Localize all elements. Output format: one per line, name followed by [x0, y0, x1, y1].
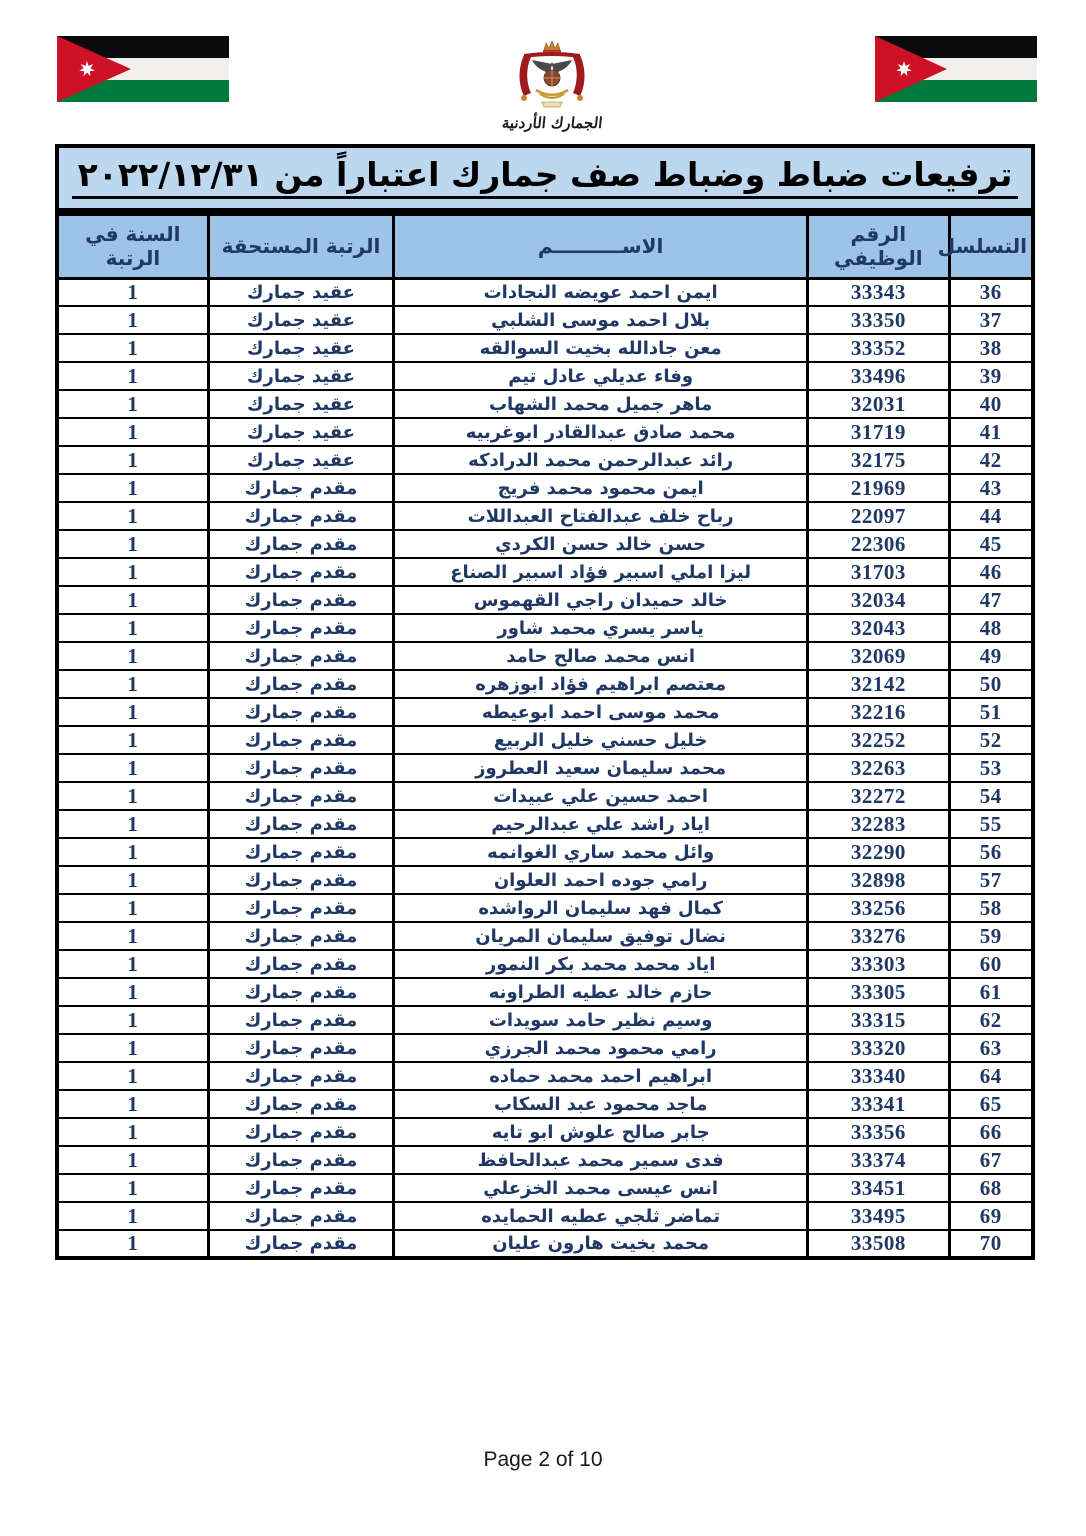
- rank-cell: مقدم جمارك: [208, 894, 393, 922]
- table-row: [57, 418, 1033, 446]
- employee-number-cell: 33496: [808, 362, 950, 390]
- serial-cell: 49: [949, 642, 1033, 670]
- rank-cell: مقدم جمارك: [208, 1146, 393, 1174]
- serial-cell: 38: [949, 334, 1033, 362]
- table-row: [57, 1174, 1033, 1202]
- year-in-rank-cell: 1: [57, 894, 208, 922]
- serial-cell: 63: [949, 1034, 1033, 1062]
- rank-cell: عقيد جمارك: [208, 334, 393, 362]
- year-in-rank-cell: 1: [57, 530, 208, 558]
- name-cell: خالد حميدان راجي القهموس: [394, 586, 808, 614]
- year-in-rank-cell: 1: [57, 1118, 208, 1146]
- jordan-flag-left-icon: [57, 36, 229, 102]
- year-in-rank-cell: 1: [57, 446, 208, 474]
- serial-cell: 68: [949, 1174, 1033, 1202]
- table-row: [57, 782, 1033, 810]
- name-cell: رامي جوده احمد العلوان: [394, 866, 808, 894]
- rank-cell: مقدم جمارك: [208, 530, 393, 558]
- employee-number-cell: 33305: [808, 978, 950, 1006]
- year-in-rank-cell: 1: [57, 1174, 208, 1202]
- table-row: [57, 586, 1033, 614]
- employee-number-cell: 33352: [808, 334, 950, 362]
- rank-cell: مقدم جمارك: [208, 586, 393, 614]
- serial-cell: 67: [949, 1146, 1033, 1174]
- page-number: Page 2 of 10: [483, 1448, 603, 1471]
- year-in-rank-cell: 1: [57, 978, 208, 1006]
- year-in-rank-cell: 1: [57, 950, 208, 978]
- table-row: [57, 530, 1033, 558]
- rank-cell: مقدم جمارك: [208, 1118, 393, 1146]
- name-cell: رباح خلف عبدالفتاح العبداللات: [394, 502, 808, 530]
- jordan-flag-right-icon: [875, 36, 1037, 102]
- column-header-rank: الرتبة المستحقة: [208, 214, 393, 278]
- name-cell: نضال توفيق سليمان المريان: [394, 922, 808, 950]
- employee-number-cell: 32216: [808, 698, 950, 726]
- table-row: [57, 810, 1033, 838]
- employee-number-cell: 32272: [808, 782, 950, 810]
- rank-cell: مقدم جمارك: [208, 726, 393, 754]
- employee-number-cell: 32283: [808, 810, 950, 838]
- employee-number-cell: 33374: [808, 1146, 950, 1174]
- year-in-rank-cell: 1: [57, 390, 208, 418]
- column-header-name: الاســــــــــم: [394, 214, 808, 278]
- year-in-rank-cell: 1: [57, 306, 208, 334]
- employee-number-cell: 31719: [808, 418, 950, 446]
- year-in-rank-cell: 1: [57, 810, 208, 838]
- name-cell: وفاء عديلي عادل تيم: [394, 362, 808, 390]
- table-row: [57, 474, 1033, 502]
- employee-number-cell: 33343: [808, 278, 950, 306]
- rank-cell: عقيد جمارك: [208, 362, 393, 390]
- name-cell: ماجد محمود عبد السكاب: [394, 1090, 808, 1118]
- table-row: [57, 278, 1033, 306]
- table-row: [57, 698, 1033, 726]
- serial-cell: 57: [949, 866, 1033, 894]
- name-cell: خليل حسني خليل الربيع: [394, 726, 808, 754]
- employee-number-cell: 32031: [808, 390, 950, 418]
- name-cell: ايمن محمود محمد فريج: [394, 474, 808, 502]
- year-in-rank-cell: 1: [57, 1062, 208, 1090]
- table-row: [57, 362, 1033, 390]
- name-cell: رامي محمود محمد الجرزي: [394, 1034, 808, 1062]
- table-row: [57, 838, 1033, 866]
- year-in-rank-cell: 1: [57, 670, 208, 698]
- name-cell: وائل محمد ساري الغوانمه: [394, 838, 808, 866]
- year-in-rank-cell: 1: [57, 362, 208, 390]
- serial-cell: 59: [949, 922, 1033, 950]
- rank-cell: مقدم جمارك: [208, 698, 393, 726]
- table-row: [57, 446, 1033, 474]
- year-in-rank-cell: 1: [57, 922, 208, 950]
- serial-cell: 65: [949, 1090, 1033, 1118]
- name-cell: محمد صادق عبدالقادر ابوغربيه: [394, 418, 808, 446]
- employee-number-cell: 33315: [808, 1006, 950, 1034]
- serial-cell: 66: [949, 1118, 1033, 1146]
- name-cell: جابر صالح علوش ابو تايه: [394, 1118, 808, 1146]
- table-row: [57, 334, 1033, 362]
- year-in-rank-cell: 1: [57, 334, 208, 362]
- table-row: [57, 1146, 1033, 1174]
- table-header-row: [57, 214, 1033, 278]
- name-cell: معن جادالله بخيت السوالقه: [394, 334, 808, 362]
- column-header-employee-number: الرقم الوظيفي: [808, 214, 950, 278]
- table-row: [57, 1062, 1033, 1090]
- employee-number-cell: 32069: [808, 642, 950, 670]
- name-cell: كمال فهد سليمان الرواشده: [394, 894, 808, 922]
- year-in-rank-cell: 1: [57, 614, 208, 642]
- year-in-rank-cell: 1: [57, 1146, 208, 1174]
- name-cell: احمد حسين علي عبيدات: [394, 782, 808, 810]
- table-row: [57, 754, 1033, 782]
- table-row: [57, 502, 1033, 530]
- name-cell: ليزا املي اسبير فؤاد اسبير الصناع: [394, 558, 808, 586]
- rank-cell: عقيد جمارك: [208, 306, 393, 334]
- rank-cell: مقدم جمارك: [208, 810, 393, 838]
- year-in-rank-cell: 1: [57, 1202, 208, 1230]
- serial-cell: 55: [949, 810, 1033, 838]
- name-cell: معتصم ابراهيم فؤاد ابوزهره: [394, 670, 808, 698]
- year-in-rank-cell: 1: [57, 1230, 208, 1258]
- rank-cell: مقدم جمارك: [208, 754, 393, 782]
- serial-cell: 48: [949, 614, 1033, 642]
- rank-cell: عقيد جمارك: [208, 278, 393, 306]
- employee-number-cell: 32175: [808, 446, 950, 474]
- rank-cell: مقدم جمارك: [208, 1062, 393, 1090]
- employee-number-cell: 32034: [808, 586, 950, 614]
- employee-number-cell: 32142: [808, 670, 950, 698]
- name-cell: فدى سمير محمد عبدالحافظ: [394, 1146, 808, 1174]
- serial-cell: 40: [949, 390, 1033, 418]
- employee-number-cell: 33356: [808, 1118, 950, 1146]
- table-row: [57, 950, 1033, 978]
- table-row: [57, 726, 1033, 754]
- rank-cell: مقدم جمارك: [208, 1006, 393, 1034]
- name-cell: اياد راشد علي عبدالرحيم: [394, 810, 808, 838]
- serial-cell: 36: [949, 278, 1033, 306]
- title-band: [55, 144, 1035, 212]
- rank-cell: مقدم جمارك: [208, 1090, 393, 1118]
- table-row: [57, 1090, 1033, 1118]
- year-in-rank-cell: 1: [57, 474, 208, 502]
- serial-cell: 44: [949, 502, 1033, 530]
- name-cell: حازم خالد عطيه الطراونه: [394, 978, 808, 1006]
- table-row: [57, 390, 1033, 418]
- employee-number-cell: 33256: [808, 894, 950, 922]
- name-cell: محمد بخيت هارون عليان: [394, 1230, 808, 1258]
- column-header-year-in-rank: السنة في الرتبة: [57, 214, 208, 278]
- employee-number-cell: 32898: [808, 866, 950, 894]
- serial-cell: 60: [949, 950, 1033, 978]
- table-row: [57, 1118, 1033, 1146]
- serial-cell: 53: [949, 754, 1033, 782]
- serial-cell: 69: [949, 1202, 1033, 1230]
- year-in-rank-cell: 1: [57, 754, 208, 782]
- serial-cell: 39: [949, 362, 1033, 390]
- table-row: [57, 1034, 1033, 1062]
- employee-number-cell: 32043: [808, 614, 950, 642]
- name-cell: حسن خالد حسن الكردي: [394, 530, 808, 558]
- serial-cell: 64: [949, 1062, 1033, 1090]
- jordan-coat-of-arms-icon: [500, 38, 604, 112]
- year-in-rank-cell: 1: [57, 866, 208, 894]
- employee-number-cell: 32290: [808, 838, 950, 866]
- rank-cell: مقدم جمارك: [208, 1230, 393, 1258]
- name-cell: ماهر جميل محمد الشهاب: [394, 390, 808, 418]
- name-cell: اياد محمد محمد بكر النمور: [394, 950, 808, 978]
- employee-number-cell: 22306: [808, 530, 950, 558]
- serial-cell: 50: [949, 670, 1033, 698]
- rank-cell: عقيد جمارك: [208, 446, 393, 474]
- serial-cell: 47: [949, 586, 1033, 614]
- year-in-rank-cell: 1: [57, 278, 208, 306]
- serial-cell: 42: [949, 446, 1033, 474]
- name-cell: وسيم نظير حامد سويدات: [394, 1006, 808, 1034]
- serial-cell: 54: [949, 782, 1033, 810]
- name-cell: انس محمد صالح حامد: [394, 642, 808, 670]
- serial-cell: 41: [949, 418, 1033, 446]
- year-in-rank-cell: 1: [57, 726, 208, 754]
- rank-cell: مقدم جمارك: [208, 642, 393, 670]
- serial-cell: 45: [949, 530, 1033, 558]
- name-cell: بلال احمد موسى الشلبي: [394, 306, 808, 334]
- employee-number-cell: 22097: [808, 502, 950, 530]
- table-row: [57, 1230, 1033, 1258]
- rank-cell: عقيد جمارك: [208, 390, 393, 418]
- rank-cell: مقدم جمارك: [208, 922, 393, 950]
- table-row: [57, 642, 1033, 670]
- name-cell: رائد عبدالرحمن محمد الدرادكه: [394, 446, 808, 474]
- emblem-block: [437, 38, 667, 132]
- serial-cell: 37: [949, 306, 1033, 334]
- employee-number-cell: 33320: [808, 1034, 950, 1062]
- rank-cell: مقدم جمارك: [208, 474, 393, 502]
- promotions-table: [55, 212, 1035, 1260]
- rank-cell: مقدم جمارك: [208, 1174, 393, 1202]
- masthead: [57, 36, 1037, 132]
- name-cell: تماضر ثلجي عطيه الحمايده: [394, 1202, 808, 1230]
- employee-number-cell: 33350: [808, 306, 950, 334]
- name-cell: محمد سليمان سعيد العطروز: [394, 754, 808, 782]
- rank-cell: عقيد جمارك: [208, 418, 393, 446]
- employee-number-cell: 33303: [808, 950, 950, 978]
- rank-cell: مقدم جمارك: [208, 838, 393, 866]
- rank-cell: مقدم جمارك: [208, 502, 393, 530]
- serial-cell: 58: [949, 894, 1033, 922]
- employee-number-cell: 33341: [808, 1090, 950, 1118]
- employee-number-cell: 21969: [808, 474, 950, 502]
- table-row: [57, 922, 1033, 950]
- table-row: [57, 670, 1033, 698]
- rank-cell: مقدم جمارك: [208, 1202, 393, 1230]
- year-in-rank-cell: 1: [57, 1034, 208, 1062]
- page-title: ترفيعات ضباط وضباط صف جمارك اعتباراً من ٢٠٢٢/١٢/٣١: [72, 157, 1019, 199]
- name-cell: ايمن احمد عويضه النجادات: [394, 278, 808, 306]
- employee-number-cell: 33495: [808, 1202, 950, 1230]
- employee-number-cell: 33508: [808, 1230, 950, 1258]
- employee-number-cell: 33276: [808, 922, 950, 950]
- table-row: [57, 978, 1033, 1006]
- year-in-rank-cell: 1: [57, 698, 208, 726]
- table-row: [57, 614, 1033, 642]
- table-row: [57, 306, 1033, 334]
- employee-number-cell: 33451: [808, 1174, 950, 1202]
- year-in-rank-cell: 1: [57, 418, 208, 446]
- year-in-rank-cell: 1: [57, 642, 208, 670]
- name-cell: ابراهيم احمد محمد حماده: [394, 1062, 808, 1090]
- table-row: [57, 1202, 1033, 1230]
- year-in-rank-cell: 1: [57, 1006, 208, 1034]
- rank-cell: مقدم جمارك: [208, 558, 393, 586]
- rank-cell: مقدم جمارك: [208, 1034, 393, 1062]
- table-row: [57, 558, 1033, 586]
- rank-cell: مقدم جمارك: [208, 866, 393, 894]
- rank-cell: مقدم جمارك: [208, 782, 393, 810]
- year-in-rank-cell: 1: [57, 558, 208, 586]
- rank-cell: مقدم جمارك: [208, 670, 393, 698]
- employee-number-cell: 33340: [808, 1062, 950, 1090]
- serial-cell: 62: [949, 1006, 1033, 1034]
- name-cell: ياسر يسري محمد شاور: [394, 614, 808, 642]
- year-in-rank-cell: 1: [57, 782, 208, 810]
- employee-number-cell: 32263: [808, 754, 950, 782]
- table-row: [57, 1006, 1033, 1034]
- rank-cell: مقدم جمارك: [208, 978, 393, 1006]
- table-row: [57, 894, 1033, 922]
- employee-number-cell: 31703: [808, 558, 950, 586]
- serial-cell: 61: [949, 978, 1033, 1006]
- year-in-rank-cell: 1: [57, 502, 208, 530]
- customs-calligraphy: الجمارك الأردنية: [500, 114, 604, 132]
- name-cell: محمد موسى احمد ابوعيطه: [394, 698, 808, 726]
- serial-cell: 56: [949, 838, 1033, 866]
- table-row: [57, 866, 1033, 894]
- name-cell: انس عيسى محمد الخزعلي: [394, 1174, 808, 1202]
- serial-cell: 70: [949, 1230, 1033, 1258]
- year-in-rank-cell: 1: [57, 838, 208, 866]
- rank-cell: مقدم جمارك: [208, 614, 393, 642]
- rank-cell: مقدم جمارك: [208, 950, 393, 978]
- serial-cell: 51: [949, 698, 1033, 726]
- employee-number-cell: 32252: [808, 726, 950, 754]
- serial-cell: 52: [949, 726, 1033, 754]
- year-in-rank-cell: 1: [57, 586, 208, 614]
- serial-cell: 43: [949, 474, 1033, 502]
- column-header-serial: التسلسل: [949, 214, 1033, 278]
- year-in-rank-cell: 1: [57, 1090, 208, 1118]
- serial-cell: 46: [949, 558, 1033, 586]
